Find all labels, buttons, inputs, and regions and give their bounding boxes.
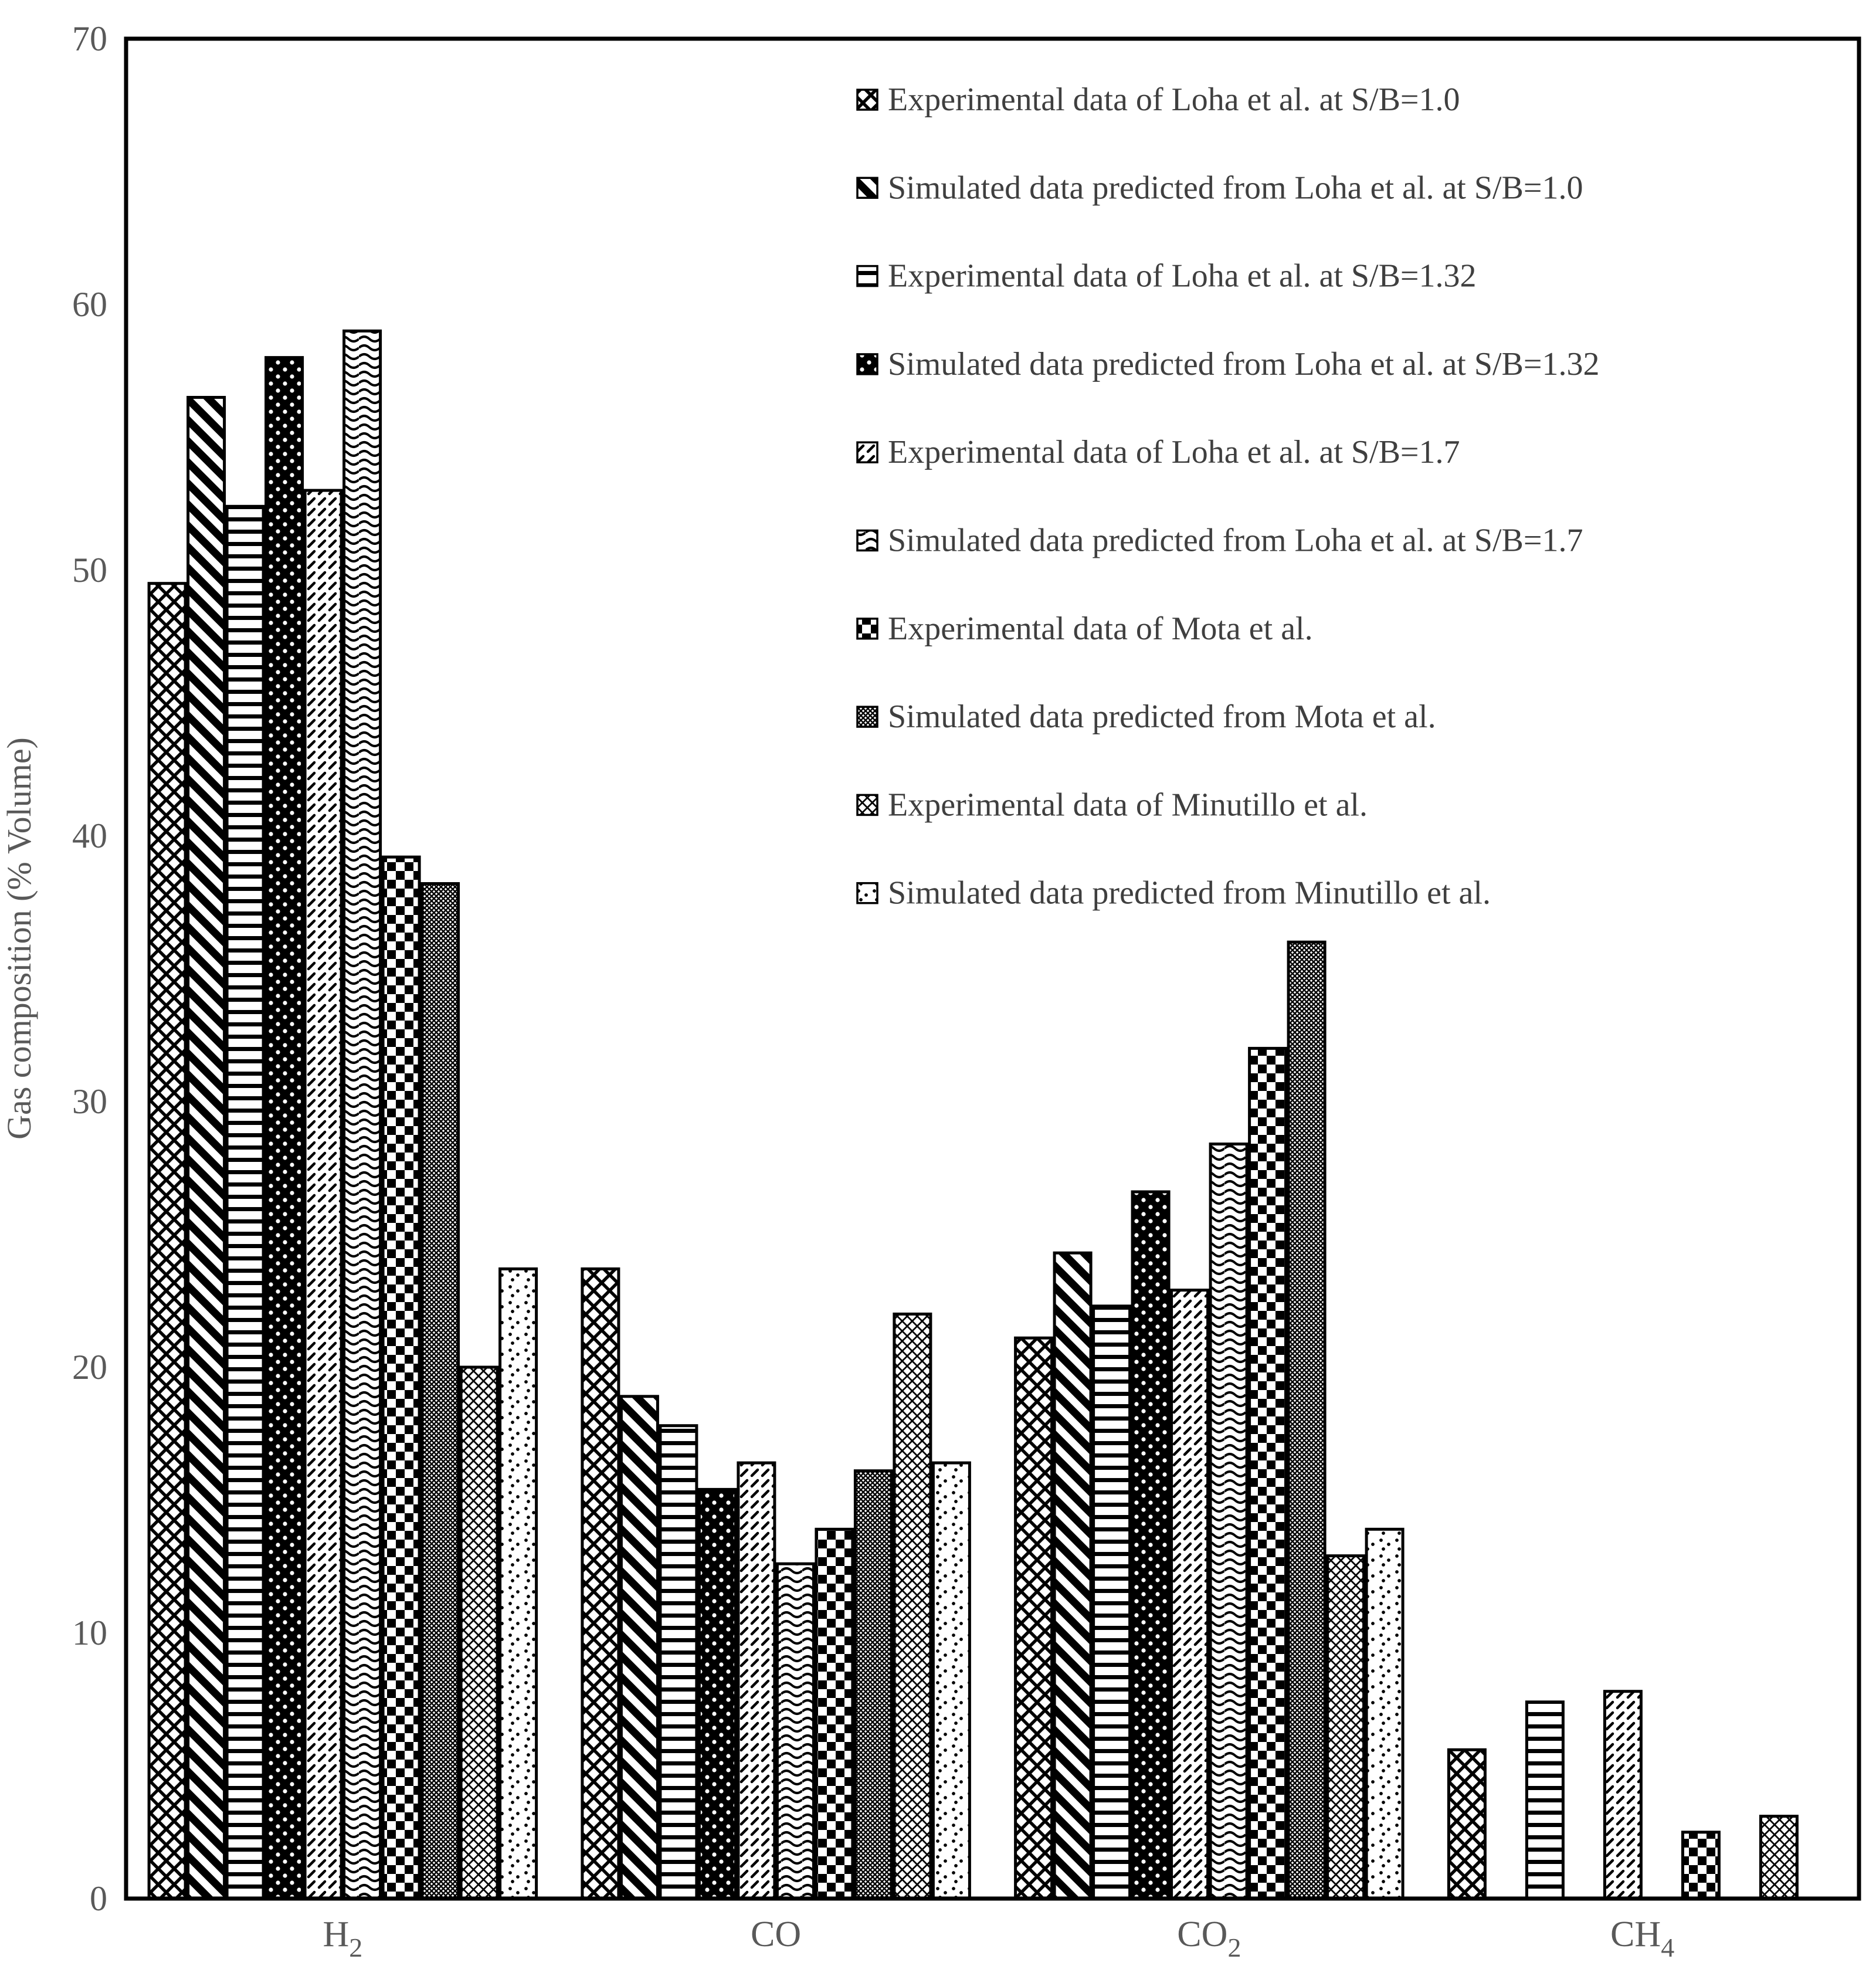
legend-entry-9: [857, 787, 1368, 823]
y-tick-label-20: 20: [72, 1348, 107, 1387]
bar-series7-cat3: [1250, 1048, 1286, 1899]
bar-series7-cat1: [383, 857, 419, 1899]
bar-series9-cat3: [1328, 1556, 1364, 1899]
bar-series10-cat1: [500, 1269, 537, 1899]
bar-series8-cat3: [1288, 942, 1325, 1899]
y-tick-label-40: 40: [72, 816, 107, 855]
bar-series3-cat3: [1094, 1306, 1130, 1899]
diagonal-dashes-swatch-icon: [857, 442, 877, 462]
bar-series9-cat1: [461, 1367, 497, 1899]
bar-series5-cat2: [738, 1463, 775, 1899]
bar-series1-cat3: [1016, 1338, 1052, 1899]
legend-label: Experimental data of Loha et al. at S/B=1.7: [888, 434, 1460, 471]
bar-series5-cat1: [305, 490, 341, 1899]
y-axis-title: Gas composition (% Volume): [0, 737, 38, 1140]
x-category-label-CO: CO: [751, 1914, 802, 1954]
thick-diagonal-stripes-swatch-icon: [857, 178, 877, 198]
diamond-crosshatch-swatch-icon: [857, 90, 877, 110]
black-white-dots-swatch-icon: [857, 354, 877, 374]
y-tick-label-10: 10: [72, 1614, 107, 1652]
bar-series5-cat3: [1172, 1290, 1208, 1899]
y-tick-label-50: 50: [72, 551, 107, 589]
bar-series8-cat2: [855, 1471, 891, 1899]
legend-entry-4: [857, 346, 1600, 382]
wavy-lines-swatch-icon: [857, 531, 877, 551]
legend-label: Experimental data of Mota et al.: [888, 610, 1313, 647]
legend-entry-8: [857, 699, 1436, 735]
legend-label: Simulated data predicted from Loha et al. at S/B=1.32: [888, 345, 1600, 382]
checkerboard-swatch-icon: [857, 619, 877, 639]
bar-series10-cat3: [1366, 1529, 1403, 1899]
bar-series10-cat2: [933, 1463, 969, 1899]
bar-series7-cat4: [1682, 1832, 1719, 1899]
legend-label: Simulated data predicted from Minutillo et al.: [888, 875, 1491, 911]
legend-entry-6: [857, 523, 1583, 559]
legend-label: Simulated data predicted from Loha et al. at S/B=1.7: [888, 522, 1583, 559]
x-axis-category-labels: [323, 1914, 1674, 1963]
y-tick-label-60: 60: [72, 285, 107, 324]
legend-entry-7: [857, 611, 1313, 647]
legend-entry-10: [857, 875, 1491, 911]
bar-series6-cat2: [777, 1564, 813, 1899]
bar-series2-cat3: [1054, 1253, 1091, 1899]
y-axis-tick-labels: [72, 19, 107, 1918]
diamond-lattice-swatch-icon: [857, 795, 877, 815]
bar-series1-cat4: [1448, 1750, 1485, 1899]
legend-entry-5: [857, 434, 1460, 470]
x-category-label-CH4: $CH_4$: [1610, 1914, 1675, 1963]
bar-series4-cat2: [699, 1489, 735, 1899]
horizontal-lines-swatch-icon: [857, 266, 877, 286]
x-category-label-H2: $H_2$: [323, 1914, 363, 1963]
bar-series8-cat1: [422, 884, 459, 1899]
legend-entry-1: [857, 82, 1460, 118]
legend-label: Experimental data of Minutillo et al.: [888, 787, 1368, 823]
bar-series7-cat2: [816, 1529, 853, 1899]
bar-series3-cat4: [1526, 1702, 1563, 1899]
legend-label: Experimental data of Loha et al. at S/B=1.0: [888, 82, 1460, 118]
bar-series5-cat4: [1604, 1692, 1641, 1899]
bars-layer: [149, 331, 1797, 1899]
y-tick-label-30: 30: [72, 1082, 107, 1121]
legend-entry-3: [857, 258, 1477, 294]
x-category-label-CO2: $CO_2$: [1177, 1914, 1241, 1963]
y-tick-label-70: 70: [72, 19, 107, 58]
bar-series9-cat4: [1760, 1816, 1797, 1899]
fine-mesh-swatch-icon: [857, 707, 877, 727]
bar-series3-cat1: [227, 506, 263, 1899]
bar-series1-cat1: [149, 584, 185, 1899]
legend-label: Simulated data predicted from Mota et al.: [888, 699, 1436, 736]
y-tick-label-0: 0: [90, 1879, 107, 1918]
bar-series4-cat1: [266, 358, 303, 1899]
legend-entry-2: [857, 170, 1583, 206]
bar-series9-cat2: [894, 1314, 931, 1899]
sparse-dots-swatch-icon: [857, 883, 877, 903]
bar-series6-cat3: [1210, 1144, 1247, 1899]
bar-series6-cat1: [344, 331, 381, 1899]
bar-series3-cat2: [660, 1426, 697, 1899]
bar-series2-cat2: [621, 1397, 657, 1899]
legend-label: Simulated data predicted from Loha et al. at S/B=1.0: [888, 170, 1583, 206]
bar-series2-cat1: [188, 398, 225, 1899]
bar-series4-cat3: [1132, 1192, 1169, 1899]
legend-label: Experimental data of Loha et al. at S/B=1.32: [888, 257, 1477, 294]
legend: [857, 82, 1600, 911]
bar-series1-cat2: [582, 1269, 619, 1899]
